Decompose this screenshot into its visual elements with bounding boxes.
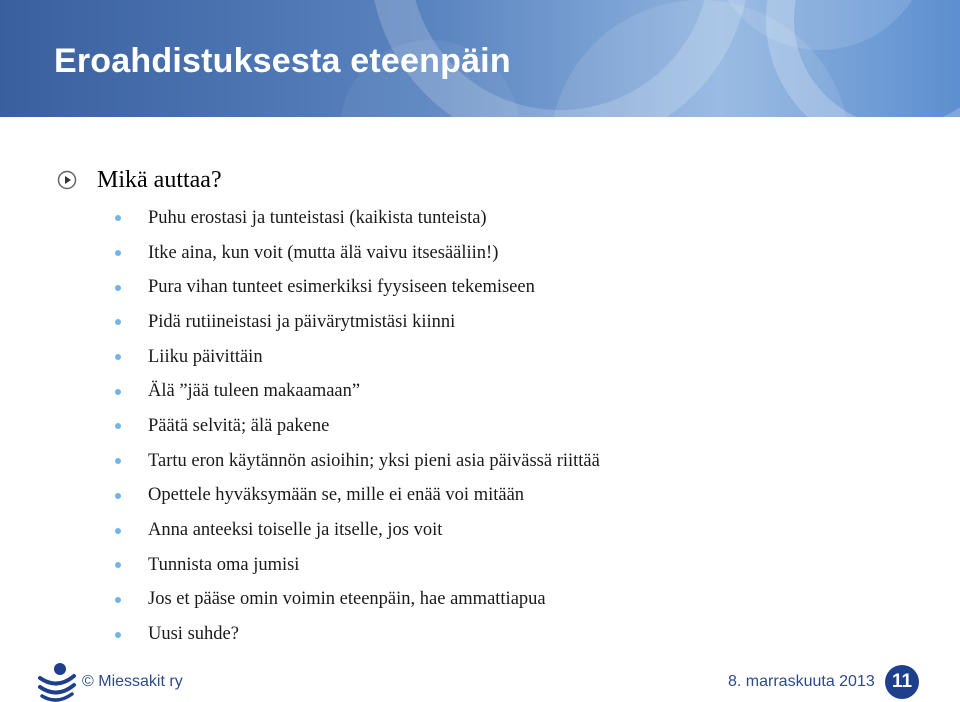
bullet-dot-icon (115, 632, 121, 638)
bullet-list (115, 201, 600, 652)
bullet-dot-icon (115, 215, 121, 221)
list-item-text: Itke aina, kun voit (mutta älä vaivu itsesääliin!) (148, 242, 499, 263)
bullet-dot-icon (115, 528, 121, 534)
list-item (115, 583, 600, 618)
bullet-dot-icon (115, 423, 121, 429)
bullet-dot-icon (115, 389, 121, 395)
list-item (115, 374, 600, 409)
bullet-dot-icon (115, 562, 121, 568)
list-item (115, 444, 600, 479)
list-item (115, 236, 600, 271)
list-item-text: Älä ”jää tuleen makaamaan” (148, 381, 361, 402)
list-item-text: Opettele hyväksymään se, mille ei enää voi mitään (148, 485, 525, 506)
list-item-text: Uusi suhde? (148, 624, 239, 645)
main-point-text: Mikä auttaa? (97, 166, 222, 193)
list-item (115, 305, 600, 340)
copyright-text: © Miessakit ry (82, 673, 183, 690)
bullet-dot-icon (115, 250, 121, 256)
list-item (115, 617, 600, 652)
list-item-text: Pidä rutiineistasi ja päivärytmistäsi kiinni (148, 311, 456, 332)
play-circle-icon (57, 170, 77, 190)
list-item-text: Tartu eron käytännön asioihin; yksi pieni asia päivässä riittää (148, 450, 600, 471)
list-item (115, 513, 600, 548)
bullet-dot-icon (115, 354, 121, 360)
list-item (115, 340, 600, 375)
bullet-dot-icon (115, 597, 121, 603)
main-point (57, 166, 222, 194)
bullet-dot-icon (115, 319, 121, 325)
list-item-text: Tunnista oma jumisi (148, 554, 300, 575)
list-item-text: Päätä selvitä; älä pakene (148, 415, 330, 436)
bullet-dot-icon (115, 285, 121, 291)
bullet-dot-icon (115, 458, 121, 464)
header-banner (0, 0, 960, 117)
list-item-text: Puhu erostasi ja tunteistasi (kaikista tunteista) (148, 207, 487, 228)
miessakit-logo-icon (36, 660, 78, 702)
slide-date: 8. marraskuuta 2013 (728, 673, 875, 690)
list-item (115, 270, 600, 305)
list-item-text: Liiku päivittäin (148, 346, 263, 367)
bullet-dot-icon (115, 493, 121, 499)
page-number-badge: 11 (885, 665, 919, 699)
list-item-text: Anna anteeksi toiselle ja itselle, jos voit (148, 520, 443, 541)
slide-title: Eroahdistuksesta eteenpäin (54, 42, 511, 80)
list-item (115, 409, 600, 444)
list-item-text: Pura vihan tunteet esimerkiksi fyysiseen tekemiseen (148, 277, 535, 298)
list-item (115, 201, 600, 236)
list-item-text: Jos et pääse omin voimin eteenpäin, hae ammattiapua (148, 589, 546, 610)
list-item (115, 479, 600, 514)
list-item (115, 548, 600, 583)
